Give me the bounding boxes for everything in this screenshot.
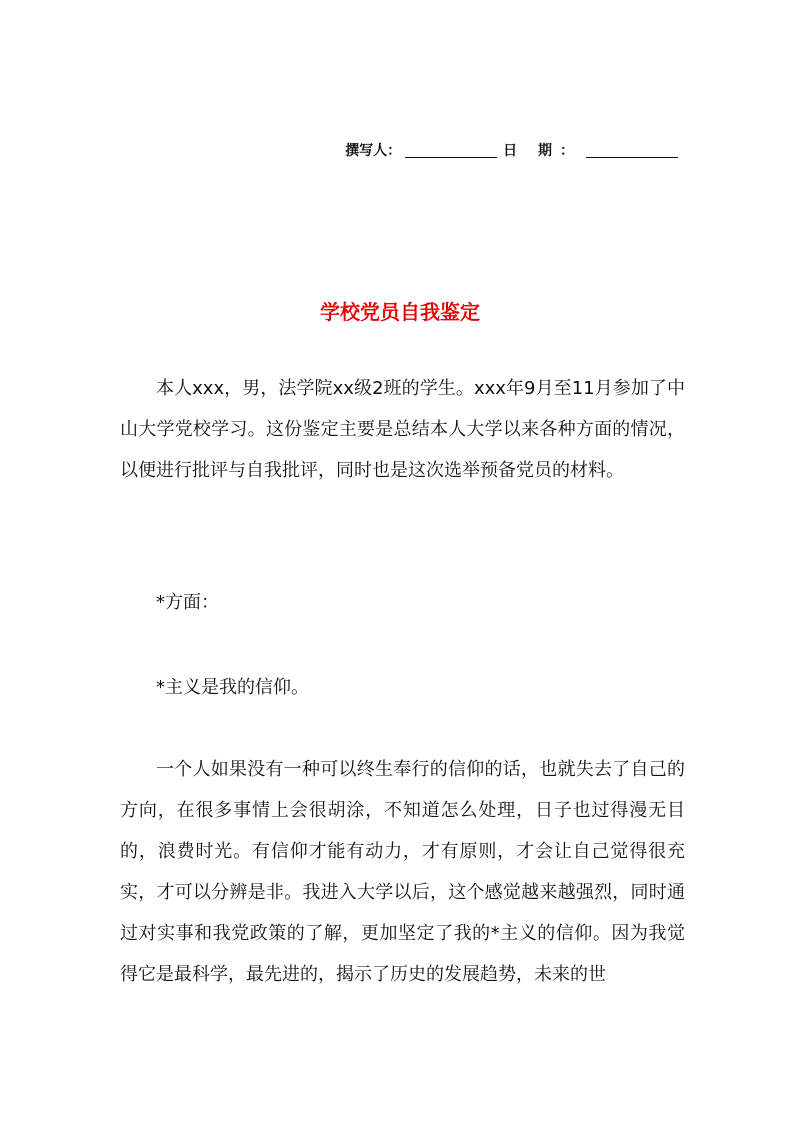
- paragraph-belief: *主义是我的信仰。: [156, 677, 309, 698]
- date-label: 日 期：: [503, 143, 582, 159]
- paragraph-section-heading: *方面：: [156, 592, 219, 613]
- author-blank: [405, 143, 497, 158]
- date-blank: [586, 143, 678, 158]
- author-label: 撰写人：: [345, 143, 402, 159]
- paragraph-intro: 本人xxx，男，法学院xx级2班的学生。xxx年9月至11月参加了中山大学党校学习。这份鉴定主要是总结本人大学以来各种方面的情况，以便进行批评与自我批评，同时也是这次选举预备党员的材料。: [120, 378, 685, 481]
- paragraph-belief-detail: 一个人如果没有一种可以终生奉行的信仰的话，也就失去了自己的方向，在很多事情上会很胡涂，不知道怎么处理，日子也过得漫无目的，浪费时光。有信仰才能有动力，才有原则，才会让自己觉得很充实，才可以分辨是非。我进入大学以后，这个感觉越来越强烈，同时通过对实事和我党政策的了解，更加坚定了我的*主义的信仰。因为我觉得它是最科学，最先进的，揭示了历史的发展趋势，未来的世: [120, 759, 685, 985]
- document-title: 学校党员自我鉴定: [320, 300, 480, 324]
- header-signature-line: [345, 140, 680, 160]
